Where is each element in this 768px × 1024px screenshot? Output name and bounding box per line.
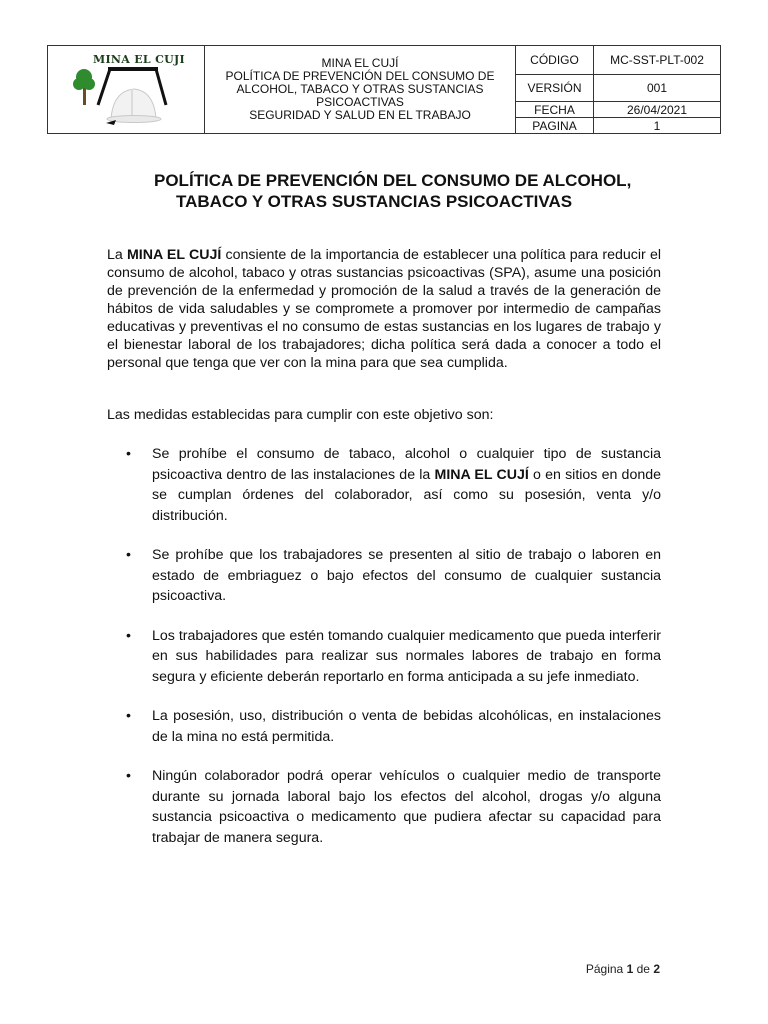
header-title-line: PSICOACTIVAS [316,95,404,109]
tree-icon [73,69,95,105]
measures-lead: Las medidas establecidas para cumplir con este objetivo son: [107,407,494,423]
bullet: • [126,708,131,724]
list-item [107,626,661,688]
helmet-icon [106,89,161,125]
document-header [47,45,721,134]
item-text: Los trabajadores que estén tomando cualquier medicamento que pueda interferir en sus habilidades para realizar sus normales labores de trabajo en forma segura y eficiente deberán reportarlo en forma anticipada a su jefe inmediato. [152,627,661,685]
page-footer [586,962,660,976]
date-value: 26/04/2021 [594,102,721,118]
header-title-line: SEGURIDAD Y SALUD EN EL TRABAJO [249,108,471,122]
item-text: o en sitios en donde se cumplan órdenes del colaborador, así como su posesión, venta y/o distribución. [152,466,662,524]
list-item [107,545,661,607]
bullet: • [126,446,131,462]
page-label: PAGINA [516,118,594,134]
logo-text: MINA EL CUJI [93,52,185,66]
code-label: CÓDIGO [516,46,594,75]
company-name: MINA EL CUJÍ [434,466,529,483]
list-item [107,444,661,526]
footer-of-word: de [636,962,650,976]
logo-cell [48,46,205,134]
document-title-line2: TABACO Y OTRAS SUSTANCIAS PSICOACTIVAS [176,192,573,211]
item-text: Ningún colaborador podrá operar vehículos o cualquier medio de transporte durante su jornada laboral bajo los efectos del alcohol, drogas y/o alguna sustancia psicoactiva o medicamento que pudiera afectar su capacidad para trabajar de manera segura. [152,768,661,846]
intro-text: La [107,247,127,263]
measures-list [107,444,661,848]
header-title-line: MINA EL CUJÍ [321,56,399,70]
version-label: VERSIÓN [516,75,594,102]
intro-paragraph [107,246,661,372]
list-item [107,766,661,848]
bullet: • [126,768,131,784]
item-text: Se prohíbe que los trabajadores se presenten al sitio de trabajo o laboren en estado de embriaguez o bajo efectos del consumo de cualquier sustancia psicoactiva. [152,547,661,604]
bullet: • [126,627,131,644]
bullet: • [126,547,131,563]
header-title-block [205,46,516,134]
code-value: MC-SST-PLT-002 [594,46,721,75]
list-item [107,706,661,747]
item-text: Se prohíbe el consumo de tabaco, alcohol o cualquier tipo de sustancia psicoactiva dentro de las instalaciones de la [152,446,661,483]
document-title [154,170,674,212]
version-value: 001 [594,75,721,102]
footer-total-pages: 2 [653,962,660,976]
document-title-line1: POLÍTICA DE PREVENCIÓN DEL CONSUMO DE ALCOHOL, [154,171,632,190]
date-label: FECHA [516,102,594,118]
footer-current-page: 1 [626,962,634,976]
company-name: MINA EL CUJÍ [126,247,222,263]
header-title-line: ALCOHOL, TABACO Y OTRAS SUSTANCIAS [236,82,484,96]
intro-text: consiente de la importancia de establecer una política para reducir el consumo de alcohol, tabaco y otras sustancias psicoactivas (SPA), asume una posición de prevención de la enfermedad y promoción de la salud a través de la generación de hábitos de vida saludables y se compromete a promover por intermedio de campañas educativas y preventivas el no consumo de estas sustancias en los lugares de trabajo y el bienestar laboral de los trabajadores; dicha política será dada a conocer a todo el personal que tenga que ver con la mina para que sea cumplida. [107,247,661,371]
item-text: La posesión, uso, distribución o venta de bebidas alcohólicas, en instalaciones de la mina no está permitida. [152,708,661,745]
company-logo [48,47,204,133]
header-title-line: POLÍTICA DE PREVENCIÓN DEL CONSUMO DE [225,69,495,83]
footer-page-word: Página [585,962,624,976]
page-value: 1 [594,118,721,134]
